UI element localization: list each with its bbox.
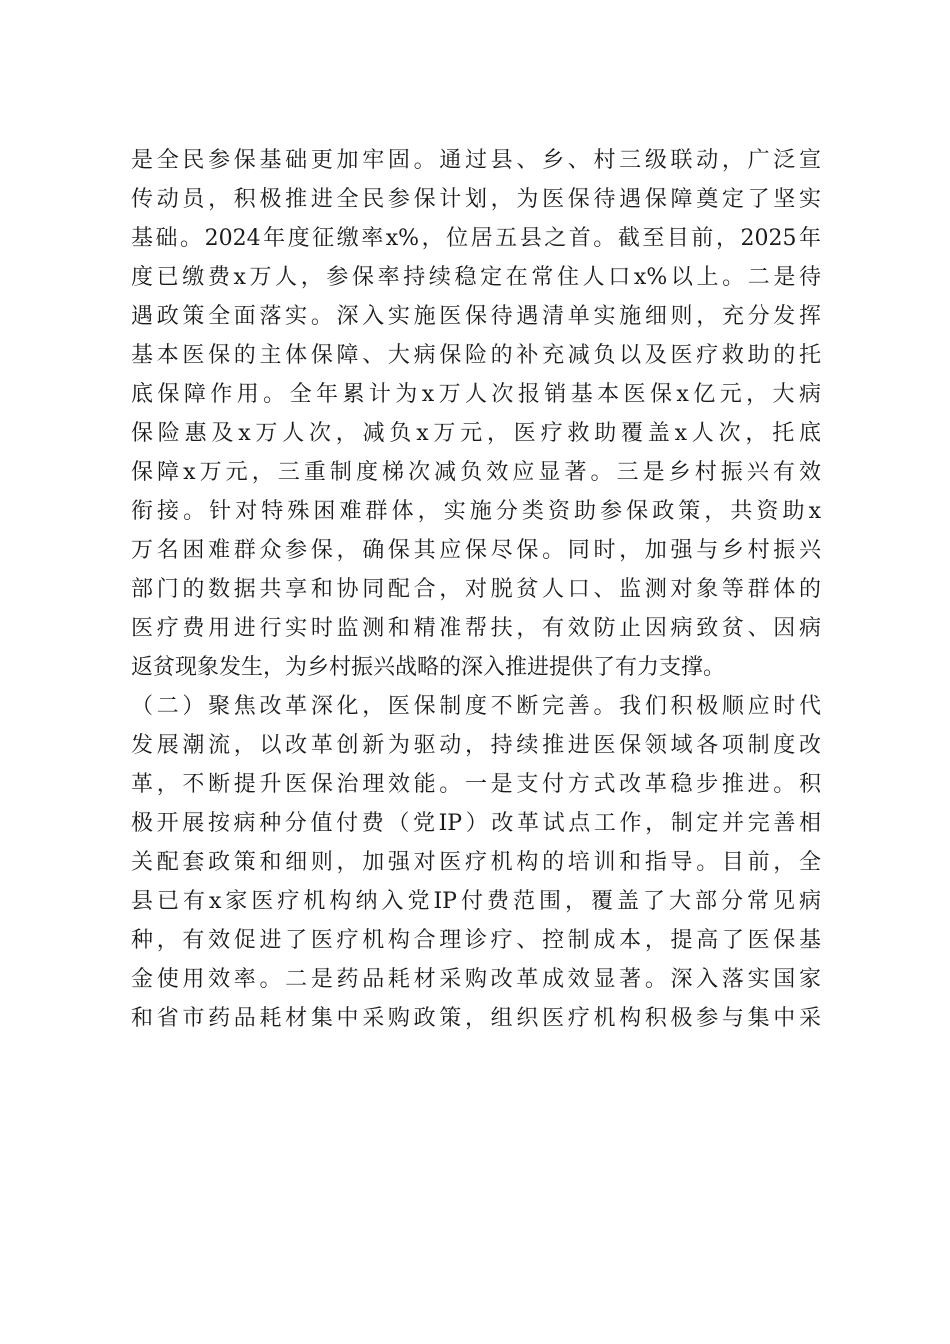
text-line: 是全民参保基础更加牢固。通过县、乡、村三级联动，广泛宣: [131, 148, 821, 173]
paragraph-end-line: 返贫现象发生，为乡村振兴战略的深入推进提供了有力支撑。: [131, 655, 726, 680]
text-line: 万名困难群众参保，确保其应保尽保。同时，加强与乡村振兴: [131, 538, 821, 563]
text-line: 金使用效率。二是药品耗材采购改革成效显著。深入落实国家: [131, 967, 821, 992]
text-line: 医疗费用进行实时监测和精准帮扶，有效防止因病致贫、因病: [131, 616, 821, 641]
text-line: 度已缴费x万人，参保率持续稳定在常住人口x%以上。二是待: [131, 265, 821, 290]
text-line: 基本医保的主体保障、大病保险的补充减负以及医疗救助的托: [131, 343, 821, 368]
section-heading-line: （二）聚焦改革深化，医保制度不断完善。我们积极顺应时代: [131, 694, 821, 719]
text-line: 基础。2024年度征缴率x%，位居五县之首。截至目前，2025年: [131, 226, 821, 251]
text-line: 发展潮流，以改革创新为驱动，持续推进医保领域各项制度改: [131, 733, 821, 758]
text-line: 革，不断提升医保治理效能。一是支付方式改革稳步推进。积: [131, 772, 821, 797]
text-line: 保险惠及x万人次，减负x万元，医疗救助覆盖x人次，托底: [131, 421, 821, 446]
text-line: 种，有效促进了医疗机构合理诊疗、控制成本，提高了医保基: [131, 928, 821, 953]
text-line: 遇政策全面落实。深入实施医保待遇清单实施细则，充分发挥: [131, 304, 821, 329]
text-line: 保障x万元，三重制度梯次减负效应显著。三是乡村振兴有效: [131, 460, 821, 485]
text-line: 县已有x家医疗机构纳入党IP付费范围，覆盖了大部分常见病: [131, 889, 821, 914]
text-line: 衔接。针对特殊困难群体，实施分类资助参保政策，共资助x: [131, 499, 821, 524]
text-line: 传动员，积极推进全民参保计划，为医保待遇保障奠定了坚实: [131, 187, 821, 212]
text-line: 底保障作用。全年累计为x万人次报销基本医保x亿元，大病: [131, 382, 821, 407]
text-line: 和省市药品耗材集中采购政策，组织医疗机构积极参与集中采: [131, 1006, 821, 1031]
text-line: 极开展按病种分值付费（党IP）改革试点工作，制定并完善相: [131, 811, 821, 836]
text-line: 部门的数据共享和协同配合，对脱贫人口、监测对象等群体的: [131, 577, 821, 602]
body-text: [131, 141, 821, 1038]
text-line: 关配套政策和细则，加强对医疗机构的培训和指导。目前，全: [131, 850, 821, 875]
